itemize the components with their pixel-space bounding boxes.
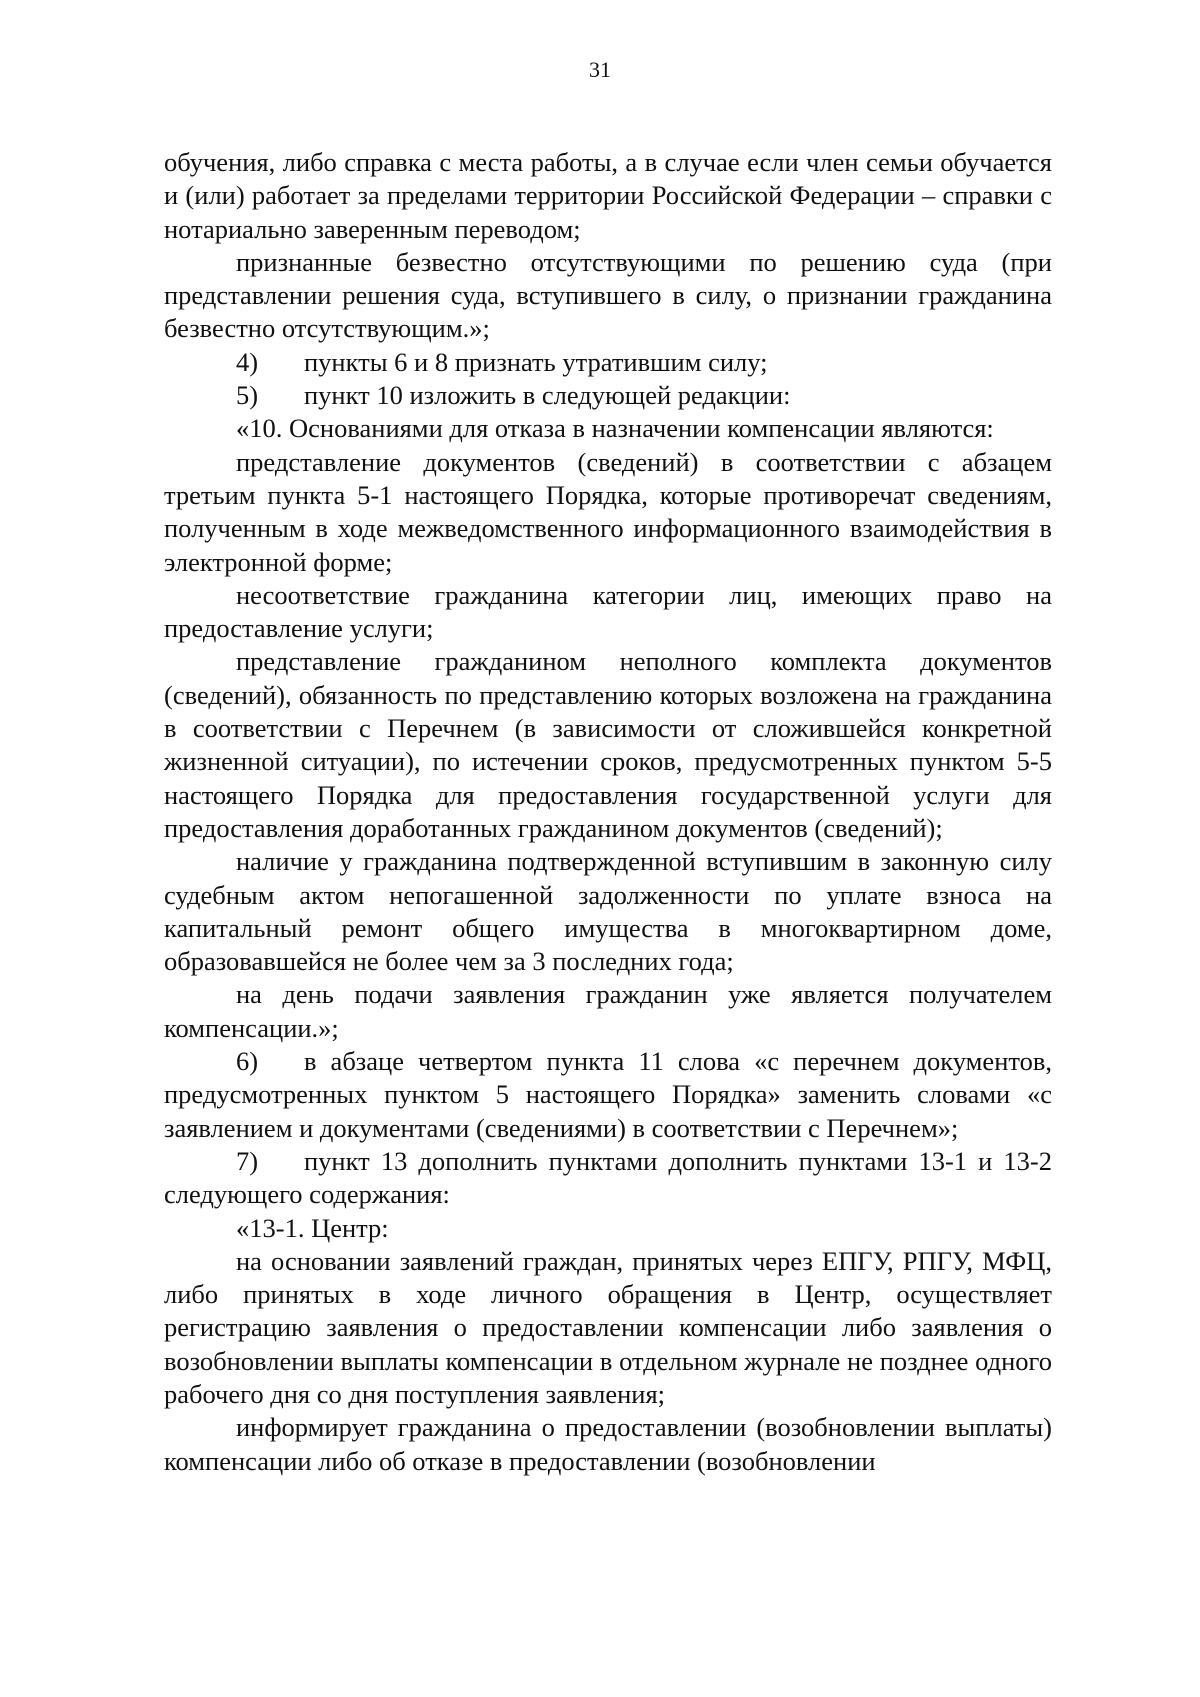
paragraph-missing-persons: признанные безвестно отсутствующими по решению суда (при представлении решения суда, вступившего в силу, о признании гражданина безвестно отсутствующим.»; [164, 246, 1052, 344]
list-item-5 [164, 379, 1052, 412]
paragraph-refusal-debt: наличие у гражданина подтвержденной вступившим в законную силу судебным актом непогашенной задолженности по уплате взноса на капитальный ремонт общего имущества в многоквартирном доме, образовавшейся не более чем за 3 последних года; [164, 846, 1052, 977]
paragraph-center-heading: «13-1. Центр: [236, 1212, 389, 1243]
paragraph-refusal-incomplete-docs: представление гражданином неполного комплекта документов (сведений), обязанность по представлению которых возложена на гражданина в соответствии с Перечнем (в зависимости от сложившейся конкретной жизненной ситуации), по истечении сроков, предусмотренных пунктом 5-5 настоящего Порядка для предоставления государственной услуги для предоставления доработанных гражданином документов (сведений); [164, 646, 1052, 843]
list-item-4 [164, 346, 1052, 379]
list-item-6 [164, 1045, 1052, 1145]
list-item-text: пункты 6 и 8 признать утратившим силу; [304, 346, 768, 377]
paragraph-refusal-grounds-heading: «10. Основаниями для отказа в назначении компенсации являются: [236, 413, 994, 444]
list-item-number: 4) [236, 346, 259, 377]
page-number: 31 [589, 57, 611, 82]
paragraph-continuation: обучения, либо справка с места работы, а в случае если член семьи обучается и (или) работает за пределами территории Российской Федерации – справки с нотариально заверенным переводом; [164, 147, 1052, 244]
paragraph-refusal-category-mismatch: несоответствие гражданина категории лиц, имеющих право на предоставление услуги; [164, 579, 1052, 644]
list-item-number: 5) [236, 380, 259, 411]
list-item-text: в абзаце четвертом пункта 11 слова «с перечнем документов, предусмотренных пунктом 5 настоящего Порядка» заменить словами «с заявлением и документами (сведениями) в соответствии с Перечнем»; [164, 1046, 1052, 1143]
list-item-7 [164, 1145, 1052, 1212]
list-item-text: пункт 13 дополнить пунктами дополнить пунктами 13-1 и 13-2 следующего содержания: [164, 1145, 1052, 1210]
paragraph-refusal-already-recipient: на день подачи заявления гражданин уже является получателем компенсации.»; [164, 979, 1052, 1043]
paragraph-center-registration: на основании заявлений граждан, принятых через ЕПГУ, РПГУ, МФЦ, либо принятых в ходе личного обращения в Центр, осуществляет регистрацию заявления о предоставлении компенсации либо заявления о возобновлении выплаты компенсации в отдельном журнале не позднее одного рабочего дня со дня поступления заявления; [164, 1245, 1052, 1409]
paragraph-refusal-contradicting-docs: представление документов (сведений) в соответствии с абзацем третьим пункта 5-1 настоящего Порядка, которые противоречат сведениям, полученным в ходе межведомственного информационного взаимодействия в электронной форме; [164, 446, 1052, 577]
list-item-text: пункт 10 изложить в следующей редакции: [304, 380, 791, 411]
list-item-number: 6) [236, 1046, 259, 1077]
paragraph-center-informs: информирует гражданина о предоставлении (возобновлении выплаты) компенсации либо об отказе в предоставлении (возобновлении [164, 1412, 1052, 1476]
list-item-number: 7) [236, 1145, 259, 1176]
document-body [164, 146, 1052, 1478]
